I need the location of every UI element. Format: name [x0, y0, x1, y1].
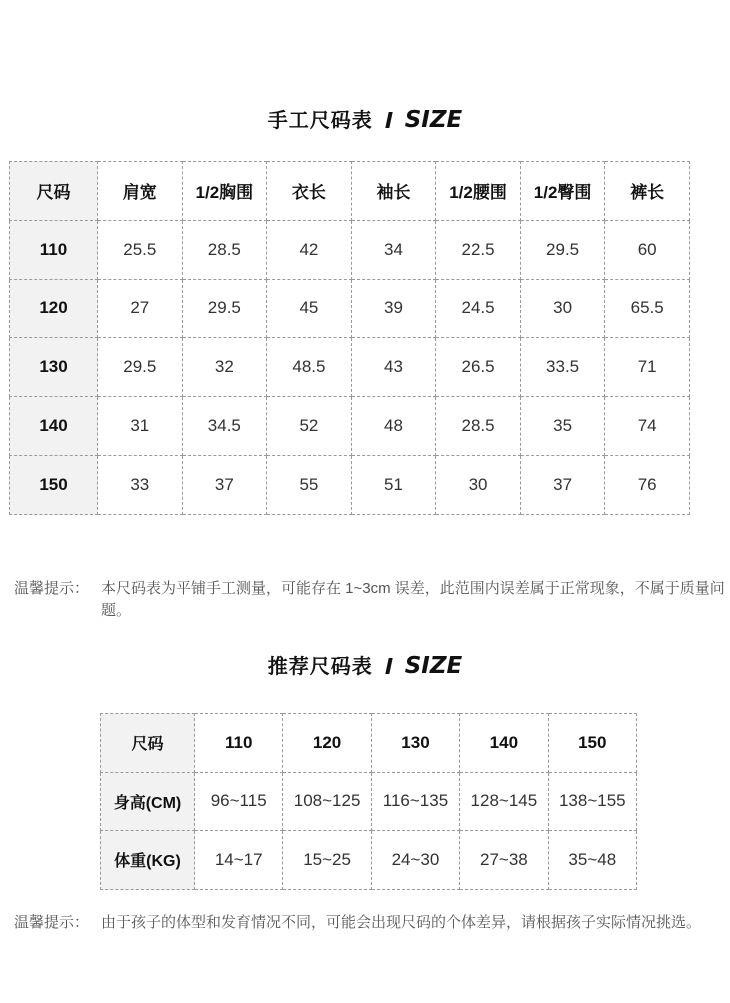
table-row	[100, 831, 637, 890]
table-row	[9, 280, 690, 339]
table-row	[9, 221, 690, 280]
header-cell: 150	[549, 713, 637, 773]
header-cell: 130	[372, 713, 460, 773]
header-cell: 1/2腰围	[436, 161, 521, 221]
table-cell: 27~38	[460, 831, 548, 890]
table-cell: 24~30	[372, 831, 460, 890]
table-cell: 43	[352, 338, 437, 397]
table-cell: 32	[183, 338, 268, 397]
table-cell: 22.5	[436, 221, 521, 280]
table-row	[9, 397, 690, 456]
measure-title-text: 手工尺码表	[267, 110, 373, 132]
size-cell: 140	[9, 397, 98, 456]
table-cell: 15~25	[283, 831, 371, 890]
table-cell: 33	[98, 456, 183, 515]
table-cell: 138~155	[549, 773, 637, 832]
table-cell: 51	[352, 456, 437, 515]
table-cell: 30	[521, 280, 606, 339]
table-row	[9, 338, 690, 397]
table-cell: 26.5	[436, 338, 521, 397]
recommend-size-table	[100, 713, 637, 890]
header-cell: 肩宽	[98, 161, 183, 221]
table-cell: 45	[267, 280, 352, 339]
size-cell: 150	[9, 456, 98, 515]
row-label-cell: 体重(KG)	[100, 831, 195, 890]
table-cell: 24.5	[436, 280, 521, 339]
table-cell: 52	[267, 397, 352, 456]
table-cell: 31	[98, 397, 183, 456]
table-cell: 35	[521, 397, 606, 456]
table-cell: 29.5	[98, 338, 183, 397]
header-cell: 尺码	[9, 161, 98, 221]
header-cell: 120	[283, 713, 371, 773]
table-cell: 48.5	[267, 338, 352, 397]
recommend-title-text: 推荐尺码表	[267, 656, 373, 678]
size-cell: 130	[9, 338, 98, 397]
measure-size-word: SIZE	[404, 107, 463, 133]
table-cell: 128~145	[460, 773, 548, 832]
header-cell: 1/2胸围	[183, 161, 268, 221]
table-cell: 108~125	[283, 773, 371, 832]
size-cell: 120	[9, 280, 98, 339]
table-cell: 39	[352, 280, 437, 339]
table-cell: 27	[98, 280, 183, 339]
table-cell: 37	[183, 456, 268, 515]
table-cell: 28.5	[183, 221, 268, 280]
table-cell: 74	[605, 397, 690, 456]
table-cell: 25.5	[98, 221, 183, 280]
table-row	[100, 773, 637, 832]
table-cell: 30	[436, 456, 521, 515]
table-cell: 29.5	[183, 280, 268, 339]
header-cell: 衣长	[267, 161, 352, 221]
table-cell: 116~135	[372, 773, 460, 832]
header-cell: 裤长	[605, 161, 690, 221]
table-cell: 48	[352, 397, 437, 456]
table-cell: 33.5	[521, 338, 606, 397]
table-cell: 55	[267, 456, 352, 515]
note-label: 温馨提示：	[14, 580, 90, 597]
measure-size-table	[9, 161, 690, 515]
header-cell: 尺码	[100, 713, 195, 773]
table-cell: 71	[605, 338, 690, 397]
table-cell: 37	[521, 456, 606, 515]
size-cell: 110	[9, 221, 98, 280]
table-cell: 35~48	[549, 831, 637, 890]
table-cell: 76	[605, 456, 690, 515]
table-header-row	[9, 161, 690, 221]
table-cell: 60	[605, 221, 690, 280]
table-cell: 34.5	[183, 397, 268, 456]
recommend-size-word: SIZE	[404, 653, 463, 679]
table-row	[9, 456, 690, 515]
header-cell: 袖长	[352, 161, 437, 221]
table-cell: 29.5	[521, 221, 606, 280]
table-header-row	[100, 713, 637, 773]
note-label: 温馨提示：	[14, 914, 90, 931]
title-divider	[385, 658, 392, 674]
table-cell: 14~17	[195, 831, 283, 890]
row-label-cell: 身高(CM)	[100, 773, 195, 832]
note-text: 本尺码表为平铺手工测量，可能存在 1~3cm 误差，此范围内误差属于正常现象，不属于质量问题。	[101, 580, 725, 619]
measure-table-title	[0, 104, 730, 133]
title-divider	[385, 112, 392, 128]
table-cell: 34	[352, 221, 437, 280]
table-cell: 96~115	[195, 773, 283, 832]
header-cell: 140	[460, 713, 548, 773]
recommend-table-title	[0, 650, 730, 679]
table-cell: 28.5	[436, 397, 521, 456]
header-cell: 1/2臀围	[521, 161, 606, 221]
header-cell: 110	[195, 713, 283, 773]
table-cell: 65.5	[605, 280, 690, 339]
table-cell: 42	[267, 221, 352, 280]
note-text: 由于孩子的体型和发育情况不同，可能会出现尺码的个体差异，请根据孩子实际情况挑选。	[101, 914, 702, 931]
